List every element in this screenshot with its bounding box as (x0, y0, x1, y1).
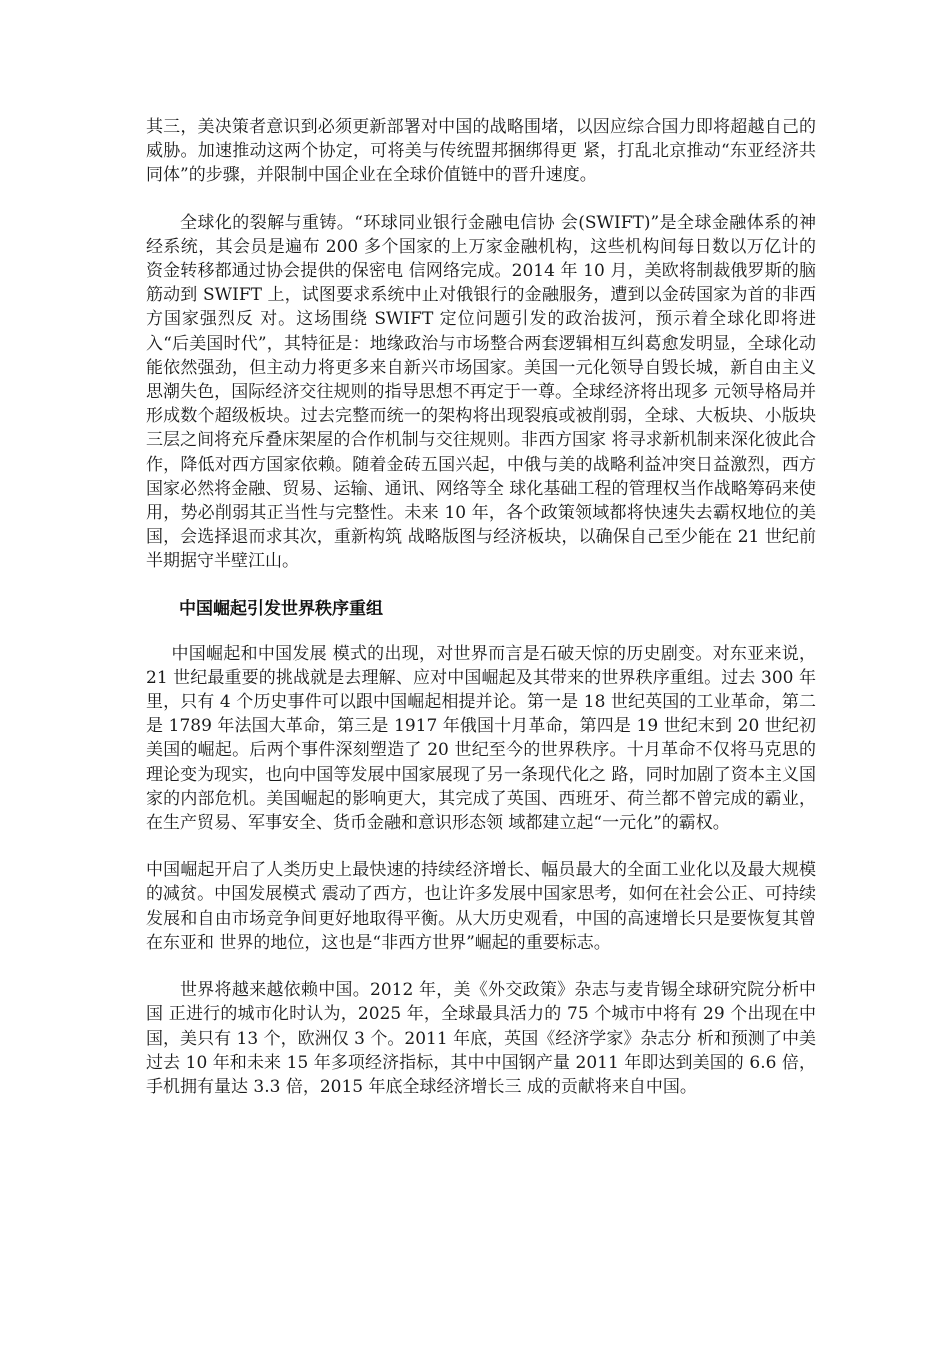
paragraph-globalization-swift: 全球化的裂解与重铸。“环球同业银行金融电信协 会(SWIFT)”是全球金融体系的神经系统，其会员是遍布 200 多个国家的上万家金融机构，这些机构间每日数以万亿计的资金转移都通过协会提供的保密电 信网络完成。2014 年 10 月，美欧将制裁俄罗斯的脑筋动到 SWIFT 上，试图要求系统中止对俄银行的金融服务，遭到以金砖国家为首的非西方国家强烈反 对。这场围绕 SWIFT 定位问题引发的政治拔河，预示着全球化即将进入“后美国时代”，其特征是：地缘政治与市场整合两套逻辑相互纠葛愈发明显，全球化动 能依然强劲，但主动力将更多来自新兴市场国家。美国一元化领导自毁长城，新自由主义思潮失色，国际经济交往规则的指导思想不再定于一尊。全球经济将出现多 元领导格局并形成数个超级板块。过去完整而统一的架构将出现裂痕或被削弱，全球、大板块、小版块三层之间将充斥叠床架屋的合作机制与交往规则。非西方国家 将寻求新机制来深化彼此合作，降低对西方国家依赖。随着金砖五国兴起，中俄与美的战略利益冲突日益激烈，西方国家必然将金融、贸易、运输、通讯、网络等全 球化基础工程的管理权当作战略筹码来使用，势必削弱其正当性与完整性。未来 10 年，各个政策领域都将快速失去霸权地位的美国，会选择退而求其次，重新构筑 战略版图与经济板块，以确保自己至少能在 21 世纪前半期据守半壁江山。 (146, 212, 822, 572)
section-heading: 中国崛起引发世界秩序重组 (179, 598, 383, 619)
paragraph-containment-strategy: 其三，美决策者意识到必须更新部署对中国的战略围堵，以因应综合国力即将超越自己的威胁。加速推动这两个协定，可将美与传统盟邦捆绑得更 紧，打乱北京推动“东亚经济共同体”的步骤，并限制中国企业在全球价值链中的晋升速度。 (146, 117, 816, 186)
document-body (146, 115, 822, 1122)
paragraph-china-rise-history: 中国崛起和中国发展 模式的出现，对世界而言是石破天惊的历史剧变。对东亚来说，21 世纪最重要的挑战就是去理解、应对中国崛起及其带来的世界秩序重组。过去 300 年里，只有 4 个历史事件可以跟中国崛起相提并论。第一是 18 世纪英国的工业革命，第二是 1789 年法国大革命，第三是 1917 年俄国十月革命，第四是 19 世纪末到 20 世纪初美国的崛起。后两个事件深刻塑造了 20 世纪至今的世界秩序。十月革命不仅将马克思的理论变为现实，也向中国等发展中国家展现了另一条现代化之 路，同时加剧了资本主义国家的内部危机。美国崛起的影响更大，其完成了英国、西班牙、荷兰都不曾完成的霸业，在生产贸易、军事安全、货币金融和意识形态领 域都建立起“一元化”的霸权。 (146, 643, 816, 834)
paragraph-china-growth: 中国崛起开启了人类历史上最快速的持续经济增长、幅员最大的全面工业化以及最大规模的减贫。中国发展模式 震动了西方，也让许多发展中国家思考，如何在社会公正、可持续发展和自由市场竞争间更好地取得平衡。从大历史观看，中国的高速增长只是要恢复其曾在东亚和 世界的地位，这也是“非西方世界”崛起的重要标志。 (146, 860, 816, 953)
paragraph-world-depends-on-china: 世界将越来越依赖中国。2012 年，美《外交政策》杂志与麦肯锡全球研究院分析中国 正进行的城市化时认为，2025 年，全球最具活力的 75 个城市中将有 29 个出现在中国，美只有 13 个，欧洲仅 3 个。2011 年底，英国《经济学家》杂志分 析和预测了中美过去 10 年和未来 15 年多项经济指标，其中中国钢产量 2011 年即达到美国的 6.6 倍，手机拥有量达 3.3 倍，2015 年底全球经济增长三 成的贡献将来自中国。 (146, 980, 816, 1097)
